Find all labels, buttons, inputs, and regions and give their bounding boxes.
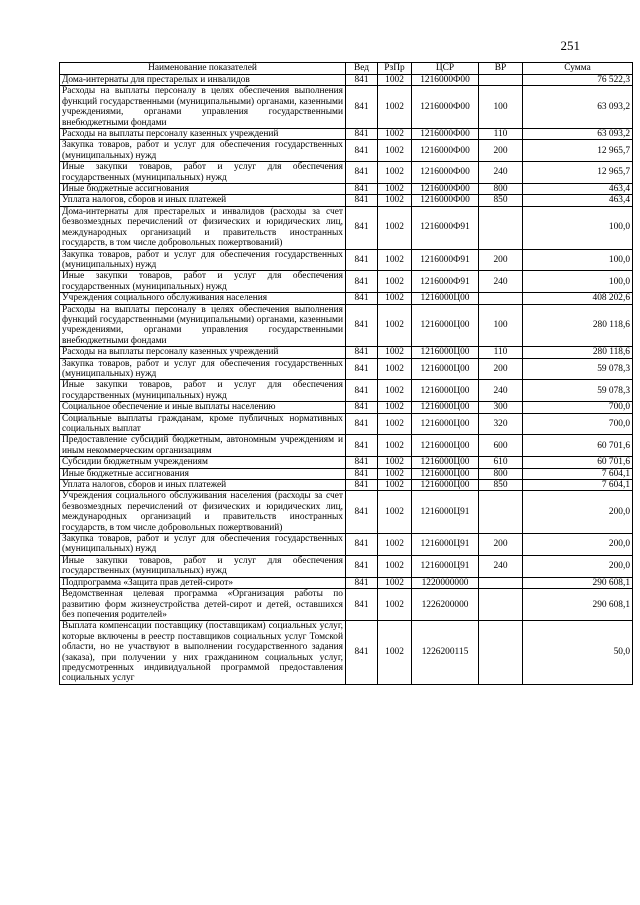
row-vr: 850 [479, 195, 523, 206]
row-name: Расходы на выплаты персоналу в целях обеспечения выполнения функций государственными (муниципальными) органами, казенными учреждениями, органами управления государственными внебюджетными фондами [60, 304, 346, 347]
row-sum: 290 608,1 [523, 577, 633, 588]
row-rzpr: 1002 [378, 621, 412, 684]
row-rzpr: 1002 [378, 140, 412, 162]
row-rzpr: 1002 [378, 206, 412, 249]
row-csr: 1216000Ц00 [412, 457, 479, 468]
row-ved: 841 [346, 577, 378, 588]
row-csr: 1216000Ц00 [412, 402, 479, 413]
row-ved: 841 [346, 380, 378, 402]
row-sum: 200,0 [523, 555, 633, 577]
row-rzpr: 1002 [378, 534, 412, 556]
row-vr: 320 [479, 413, 523, 435]
row-name: Иные закупки товаров, работ и услуг для обеспечения государственных (муниципальных) нужд [60, 380, 346, 402]
row-csr: 1220000000 [412, 577, 479, 588]
row-rzpr: 1002 [378, 162, 412, 184]
table-row [60, 589, 633, 621]
row-ved: 841 [346, 75, 378, 86]
table-header-row [60, 63, 633, 75]
row-vr: 200 [479, 358, 523, 380]
row-vr: 600 [479, 435, 523, 457]
row-ved: 841 [346, 86, 378, 129]
row-vr: 800 [479, 184, 523, 195]
row-rzpr: 1002 [378, 491, 412, 534]
row-csr: 1216000Ц00 [412, 293, 479, 304]
row-csr: 1216000Ф91 [412, 206, 479, 249]
table-row [60, 468, 633, 479]
table-row [60, 534, 633, 556]
table-row [60, 402, 633, 413]
header-name: Наименование показателей [60, 63, 346, 75]
table-row [60, 271, 633, 293]
row-name: Ведомственная целевая программа «Организация работы по развитию форм жизнеустройства детей-сирот и детей, оставшихся без попечения родителей» [60, 589, 346, 621]
row-vr: 200 [479, 534, 523, 556]
row-name: Дома-интернаты для престарелых и инвалидов (расходы за счет безвозмездных перечислений от физических и юридических лиц, международных организаций и правительств иностранных государств, в том числе добровольных пожертвований) [60, 206, 346, 249]
row-csr: 1216000Ф00 [412, 86, 479, 129]
row-csr: 1216000Ц00 [412, 468, 479, 479]
row-ved: 841 [346, 555, 378, 577]
table-row [60, 206, 633, 249]
row-rzpr: 1002 [378, 304, 412, 347]
row-sum: 463,4 [523, 184, 633, 195]
row-vr [479, 491, 523, 534]
row-ved: 841 [346, 206, 378, 249]
row-vr [479, 577, 523, 588]
row-vr: 110 [479, 347, 523, 358]
row-name: Уплата налогов, сборов и иных платежей [60, 195, 346, 206]
table-row [60, 249, 633, 271]
row-vr: 610 [479, 457, 523, 468]
table-row [60, 555, 633, 577]
row-csr: 1216000Ф00 [412, 195, 479, 206]
table-row [60, 304, 633, 347]
row-ved: 841 [346, 358, 378, 380]
row-name: Социальные выплаты гражданам, кроме публичных нормативных социальных выплат [60, 413, 346, 435]
row-sum: 63 093,2 [523, 129, 633, 140]
row-ved: 841 [346, 413, 378, 435]
row-sum: 200,0 [523, 491, 633, 534]
row-rzpr: 1002 [378, 271, 412, 293]
row-sum: 60 701,6 [523, 457, 633, 468]
row-vr: 240 [479, 380, 523, 402]
row-csr: 1216000Ф00 [412, 129, 479, 140]
row-name: Расходы на выплаты персоналу казенных учреждений [60, 347, 346, 358]
row-sum: 12 965,7 [523, 162, 633, 184]
header-rzpr: РзПр [378, 63, 412, 75]
row-sum: 60 701,6 [523, 435, 633, 457]
row-name: Иные бюджетные ассигнования [60, 184, 346, 195]
row-name: Подпрограмма «Защита прав детей-сирот» [60, 577, 346, 588]
row-sum: 59 078,3 [523, 380, 633, 402]
row-rzpr: 1002 [378, 249, 412, 271]
row-name: Закупка товаров, работ и услуг для обеспечения государственных (муниципальных) нужд [60, 358, 346, 380]
row-vr [479, 293, 523, 304]
row-csr: 1216000Ц00 [412, 347, 479, 358]
row-rzpr: 1002 [378, 589, 412, 621]
row-rzpr: 1002 [378, 380, 412, 402]
row-sum: 59 078,3 [523, 358, 633, 380]
row-rzpr: 1002 [378, 402, 412, 413]
row-rzpr: 1002 [378, 457, 412, 468]
row-rzpr: 1002 [378, 75, 412, 86]
row-csr: 1216000Ц00 [412, 380, 479, 402]
row-ved: 841 [346, 347, 378, 358]
row-name: Уплата налогов, сборов и иных платежей [60, 480, 346, 491]
header-ved: Вед [346, 63, 378, 75]
row-name: Закупка товаров, работ и услуг для обеспечения государственных (муниципальных) нужд [60, 140, 346, 162]
row-ved: 841 [346, 249, 378, 271]
row-csr: 1216000Ф00 [412, 75, 479, 86]
row-name: Расходы на выплаты персоналу в целях обеспечения выполнения функций государственными (муниципальными) органами, казенными учреждениями, органами управления государственными внебюджетными фондами [60, 86, 346, 129]
row-name: Закупка товаров, работ и услуг для обеспечения государственных (муниципальных) нужд [60, 534, 346, 556]
row-rzpr: 1002 [378, 293, 412, 304]
row-sum: 7 604,1 [523, 468, 633, 479]
row-sum: 100,0 [523, 271, 633, 293]
row-vr: 100 [479, 86, 523, 129]
row-ved: 841 [346, 435, 378, 457]
row-csr: 1216000Ц91 [412, 555, 479, 577]
header-csr: ЦСР [412, 63, 479, 75]
row-rzpr: 1002 [378, 347, 412, 358]
row-name: Учреждения социального обслуживания населения (расходы за счет безвозмездных перечислений от физических и юридических лиц, международных организаций и правительств иностранных государств, в том числе добровольных пожертвований) [60, 491, 346, 534]
row-rzpr: 1002 [378, 86, 412, 129]
row-sum: 50,0 [523, 621, 633, 684]
row-vr [479, 206, 523, 249]
table-row [60, 129, 633, 140]
row-sum: 280 118,6 [523, 304, 633, 347]
row-sum: 700,0 [523, 413, 633, 435]
row-csr: 1216000Ц00 [412, 413, 479, 435]
row-rzpr: 1002 [378, 468, 412, 479]
table-row [60, 86, 633, 129]
row-csr: 1216000Ф00 [412, 184, 479, 195]
row-vr: 110 [479, 129, 523, 140]
row-vr: 240 [479, 271, 523, 293]
row-name: Социальное обеспечение и иные выплаты населению [60, 402, 346, 413]
row-rzpr: 1002 [378, 358, 412, 380]
row-ved: 841 [346, 468, 378, 479]
row-sum: 100,0 [523, 249, 633, 271]
row-rzpr: 1002 [378, 435, 412, 457]
row-csr: 1226200000 [412, 589, 479, 621]
row-vr: 200 [479, 249, 523, 271]
table-row [60, 75, 633, 86]
row-sum: 63 093,2 [523, 86, 633, 129]
row-rzpr: 1002 [378, 195, 412, 206]
row-csr: 1216000Ц91 [412, 491, 479, 534]
row-ved: 841 [346, 491, 378, 534]
table-row [60, 140, 633, 162]
row-vr [479, 75, 523, 86]
row-csr: 1216000Ц00 [412, 480, 479, 491]
row-sum: 290 608,1 [523, 589, 633, 621]
row-name: Закупка товаров, работ и услуг для обеспечения государственных (муниципальных) нужд [60, 249, 346, 271]
table-row [60, 491, 633, 534]
row-rzpr: 1002 [378, 577, 412, 588]
row-csr: 1216000Ц00 [412, 435, 479, 457]
row-sum: 7 604,1 [523, 480, 633, 491]
row-csr: 1226200115 [412, 621, 479, 684]
row-sum: 200,0 [523, 534, 633, 556]
budget-table [59, 62, 633, 685]
row-vr: 240 [479, 162, 523, 184]
row-sum: 100,0 [523, 206, 633, 249]
table-row [60, 480, 633, 491]
table-row [60, 413, 633, 435]
row-ved: 841 [346, 129, 378, 140]
header-sum: Сумма [523, 63, 633, 75]
row-ved: 841 [346, 589, 378, 621]
row-vr: 300 [479, 402, 523, 413]
row-name: Субсидии бюджетным учреждениям [60, 457, 346, 468]
table-row [60, 184, 633, 195]
table-row [60, 162, 633, 184]
row-sum: 408 202,6 [523, 293, 633, 304]
table-row [60, 195, 633, 206]
row-ved: 841 [346, 162, 378, 184]
row-ved: 841 [346, 184, 378, 195]
table-row [60, 380, 633, 402]
table-row [60, 293, 633, 304]
row-name: Расходы на выплаты персоналу казенных учреждений [60, 129, 346, 140]
row-csr: 1216000Ф91 [412, 249, 479, 271]
row-vr: 200 [479, 140, 523, 162]
header-vr: ВР [479, 63, 523, 75]
row-name: Дома-интернаты для престарелых и инвалидов [60, 75, 346, 86]
row-rzpr: 1002 [378, 129, 412, 140]
row-name: Иные закупки товаров, работ и услуг для обеспечения государственных (муниципальных) нужд [60, 271, 346, 293]
row-ved: 841 [346, 480, 378, 491]
row-sum: 700,0 [523, 402, 633, 413]
row-vr: 850 [479, 480, 523, 491]
row-sum: 463,4 [523, 195, 633, 206]
row-name: Иные закупки товаров, работ и услуг для обеспечения государственных (муниципальных) нужд [60, 555, 346, 577]
row-name: Иные закупки товаров, работ и услуг для обеспечения государственных (муниципальных) нужд [60, 162, 346, 184]
row-csr: 1216000Ф00 [412, 140, 479, 162]
row-ved: 841 [346, 293, 378, 304]
row-rzpr: 1002 [378, 555, 412, 577]
row-ved: 841 [346, 140, 378, 162]
row-name: Учреждения социального обслуживания населения [60, 293, 346, 304]
table-row [60, 577, 633, 588]
row-ved: 841 [346, 271, 378, 293]
row-rzpr: 1002 [378, 480, 412, 491]
row-vr: 240 [479, 555, 523, 577]
row-ved: 841 [346, 402, 378, 413]
row-ved: 841 [346, 195, 378, 206]
row-ved: 841 [346, 621, 378, 684]
row-vr [479, 589, 523, 621]
row-csr: 1216000Ф91 [412, 271, 479, 293]
row-vr: 100 [479, 304, 523, 347]
table-row [60, 457, 633, 468]
row-name: Иные бюджетные ассигнования [60, 468, 346, 479]
row-rzpr: 1002 [378, 413, 412, 435]
row-ved: 841 [346, 534, 378, 556]
row-sum: 280 118,6 [523, 347, 633, 358]
table-row [60, 347, 633, 358]
row-ved: 841 [346, 457, 378, 468]
table-body [60, 75, 633, 685]
table-row [60, 621, 633, 684]
page-number: 251 [560, 38, 580, 53]
row-sum: 12 965,7 [523, 140, 633, 162]
row-ved: 841 [346, 304, 378, 347]
row-csr: 1216000Ц91 [412, 534, 479, 556]
row-csr: 1216000Ц00 [412, 304, 479, 347]
row-rzpr: 1002 [378, 184, 412, 195]
row-name: Предоставление субсидий бюджетным, автономным учреждениям и иным некоммерческим организациям [60, 435, 346, 457]
row-sum: 76 522,3 [523, 75, 633, 86]
row-name: Выплата компенсации поставщику (поставщикам) социальных услуг, которые включены в реестр поставщиков социальных услуг Томской области, но не участвуют в выполнении государственного задания (заказа), при получении у них гражданином социальных услуг, предусмотренных индивидуальной программой предоставления социальных услуг [60, 621, 346, 684]
row-csr: 1216000Ф00 [412, 162, 479, 184]
row-vr [479, 621, 523, 684]
row-csr: 1216000Ц00 [412, 358, 479, 380]
row-vr: 800 [479, 468, 523, 479]
table-row [60, 358, 633, 380]
table-row [60, 435, 633, 457]
